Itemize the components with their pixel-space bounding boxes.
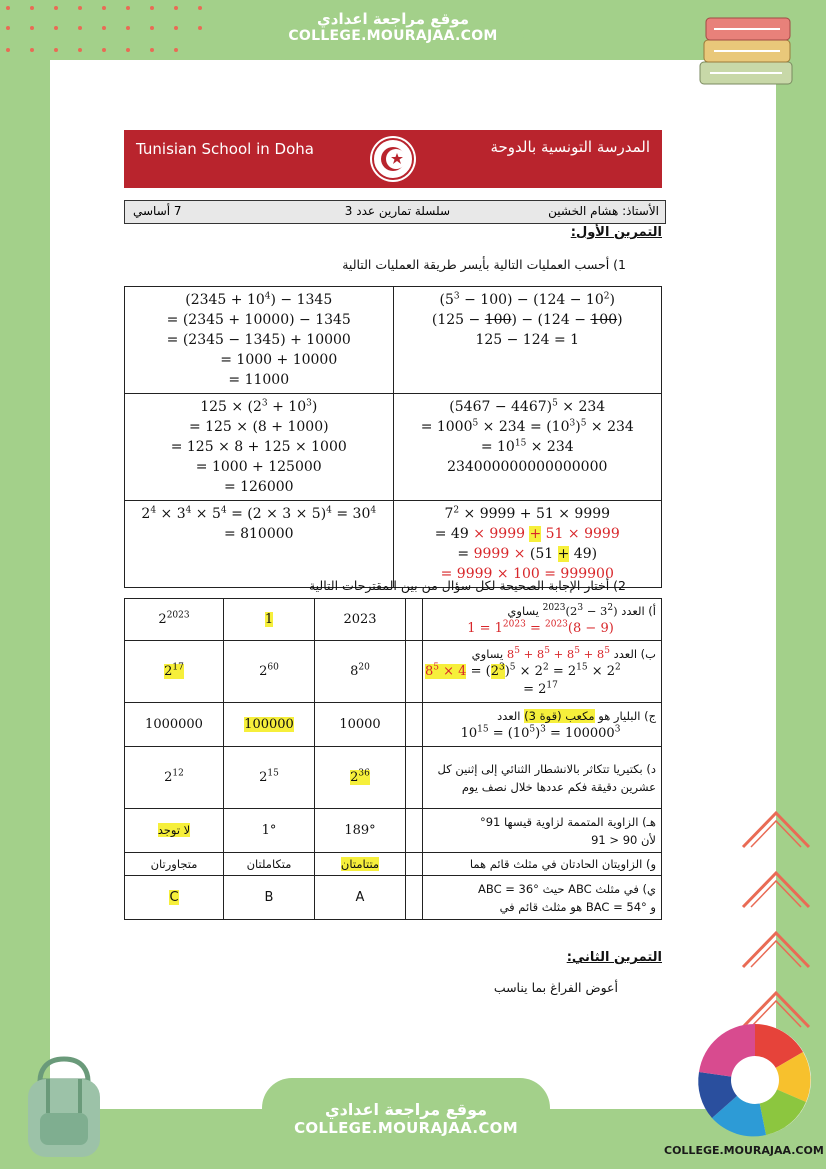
answer-text: و BAC = 54° هو مثلث قائم في: [499, 899, 656, 914]
spacer-cell: [406, 876, 423, 920]
spacer-cell: [406, 641, 423, 703]
college-logo-text: COLLEGE.MOURAJAA.COM: [664, 1144, 824, 1157]
option-3: $2^{2023}$: [125, 599, 224, 641]
calc-line: = $1000^5 \times 234 = (10^3)^5 \times 234$: [420, 418, 634, 435]
option-1: 2023: [315, 599, 406, 641]
site-name-ar: موقع مراجعة اعدادي: [317, 10, 469, 28]
mcq-question-g: [423, 876, 662, 920]
option-2: متكاملتان: [224, 853, 315, 876]
calc-line: $(2345 + 10^4) - 1345$: [185, 291, 333, 308]
tunisia-emblem-icon: [370, 136, 416, 182]
answer-text: $8^5 \times 4 = (2^3)^5 \times 2^2 = 2^{15} \times 2^2$: [425, 662, 621, 679]
answer-text: لأن 90 < 91: [591, 832, 656, 847]
site-url: COLLEGE.MOURAJAA.COM: [294, 1119, 518, 1137]
mcq-question-a: [423, 599, 662, 641]
option-1: A: [315, 876, 406, 920]
series-title: سلسلة تمارين عدد 3: [344, 204, 450, 218]
college-logo-icon: [694, 1022, 816, 1140]
spacer-cell: [406, 599, 423, 641]
calc-cell: [393, 394, 662, 501]
site-badge-bottom[interactable]: [262, 1078, 550, 1169]
teacher-name: الأستاذ: هشام الخشين: [548, 204, 659, 218]
mcq-question-f: و) الزاويتان الحادتان في مثلث قائم هما: [423, 853, 662, 876]
calc-cell: [393, 501, 662, 588]
calc-line: = $10^{15} \times 234$: [480, 438, 574, 455]
calc-line: = (2345 − 1345) + 10000: [166, 332, 351, 348]
calc-line: = (2345 + 10000) − 1345: [166, 312, 351, 328]
option-3: C: [125, 876, 224, 920]
school-name-ar: المدرسة التونسية بالدوحة: [490, 138, 650, 156]
calculations-table: [124, 286, 662, 588]
spacer-cell: [406, 747, 423, 809]
option-3: $2^{12}$: [125, 747, 224, 809]
option-3: 1000000: [125, 703, 224, 747]
exercise1-q2: 2) أختار الإجابة الصحيحة لكل سؤال من بين المقترحات التالية: [308, 578, 626, 593]
question-text: ج) البليار هو مكعب (قوة 3) العدد: [497, 708, 656, 723]
mcq-question-c: [423, 703, 662, 747]
calc-line: = 126000: [223, 479, 294, 495]
calc-line: $2^4 \times 3^4 \times 5^4 = (2 \times 3 \times 5)^4 = 30^4$: [141, 505, 377, 522]
option-3: متجاورتان: [125, 853, 224, 876]
mcq-question-d: د) بكتيريا تتكاثر بالانشطار الثنائي إلى إثنين كل عشرين دقيقة فكم عددها خلال نصف يوم: [423, 747, 662, 809]
option-3: $2^{17}$: [125, 641, 224, 703]
option-1: متتامتان: [315, 853, 406, 876]
calc-line: = 11000: [228, 372, 290, 388]
site-name-ar: موقع مراجعة اعدادي: [324, 1100, 488, 1119]
calc-line: = 1000 + 125000: [195, 459, 322, 475]
exercise2-instruction: أعوض الفراغ بما يناسب: [493, 980, 618, 995]
option-2: 1°: [224, 809, 315, 853]
exercise1-q1: 1) أحسب العمليات التالية بأيسر طريقة العمليات التالية: [342, 257, 626, 272]
option-1: 10000: [315, 703, 406, 747]
calc-line: = 9999 × (51 + 49): [457, 546, 598, 562]
question-text: أ) العدد $(3^2 - 2^3)^{2023}$ يساوي: [507, 602, 656, 618]
exercise1-title: التمرين الأول:: [570, 225, 662, 240]
question-text: هـ) الزاوية المتممة لزاوية قيسها 91°: [479, 814, 656, 829]
school-header: [124, 130, 662, 188]
calc-cell: [125, 394, 394, 501]
site-url: COLLEGE.MOURAJAA.COM: [288, 28, 498, 44]
calc-line: $(5467 - 4467)^5 \times 234$: [449, 398, 606, 415]
calc-cell: [125, 287, 394, 394]
mcq-question-b: [423, 641, 662, 703]
calc-line: $7^2 \times 9999 + 51 \times 9999$: [444, 505, 611, 522]
option-2: 100000: [224, 703, 315, 747]
option-2: B: [224, 876, 315, 920]
calc-line: = 49 × 9999 + 51 × 9999: [434, 526, 620, 542]
answer-text: = $2^{17}$: [523, 680, 558, 697]
calc-line: (125 − 100) − (124 − 100): [431, 312, 623, 328]
answer-text: $(9 - 8)^{2023} = 1^{2023} = 1$: [467, 619, 614, 636]
spacer-cell: [406, 809, 423, 853]
calc-line: $125 \times (2^3 + 10^3)$: [200, 398, 318, 415]
grade-level: 7 أساسي: [133, 204, 182, 218]
option-3: لا توجد: [125, 809, 224, 853]
answer-text: $10^{15} = (10^5)^3 = 100000^3$: [460, 724, 621, 741]
option-1: $8^{20}$: [315, 641, 406, 703]
question-text: ب) العدد $8^5 + 8^5 + 8^5 + 8^5$ يساوي: [471, 645, 656, 661]
backpack-icon: [14, 1055, 114, 1160]
mcq-question-e: [423, 809, 662, 853]
calc-line: 234000000000000000: [447, 459, 608, 475]
option-2: $2^{60}$: [224, 641, 315, 703]
school-name-en: Tunisian School in Doha: [136, 140, 314, 158]
series-info-bar: [124, 200, 666, 224]
decorative-dots: [6, 4, 216, 59]
spacer-cell: [406, 703, 423, 747]
calc-line: = 125 × 8 + 125 × 1000: [170, 439, 347, 455]
site-badge-top[interactable]: [262, 0, 524, 60]
exercise2-title: التمرين الثاني:: [566, 950, 662, 965]
calc-line: = 1000 + 10000: [220, 352, 338, 368]
calc-cell: [393, 287, 662, 394]
books-icon: [692, 12, 802, 94]
option-1: 189°: [315, 809, 406, 853]
calc-line: = 125 × (8 + 1000): [188, 419, 329, 435]
option-2: 1: [224, 599, 315, 641]
calc-line: 125 − 124 = 1: [475, 332, 580, 348]
mcq-table: [124, 598, 662, 920]
calc-line: = 810000: [223, 526, 294, 542]
spacer-cell: [406, 853, 423, 876]
option-2: $2^{15}$: [224, 747, 315, 809]
calc-line: $(5^3 - 100) - (124 - 10^2)$: [439, 291, 615, 308]
calc-cell: [125, 501, 394, 588]
question-text: ي) في مثلث ABC حيث ABC = 36°: [478, 881, 656, 896]
calc-line: = 9999 × 100 = 999900: [440, 566, 614, 582]
frame-left: [0, 0, 50, 1169]
option-1: $2^{36}$: [315, 747, 406, 809]
